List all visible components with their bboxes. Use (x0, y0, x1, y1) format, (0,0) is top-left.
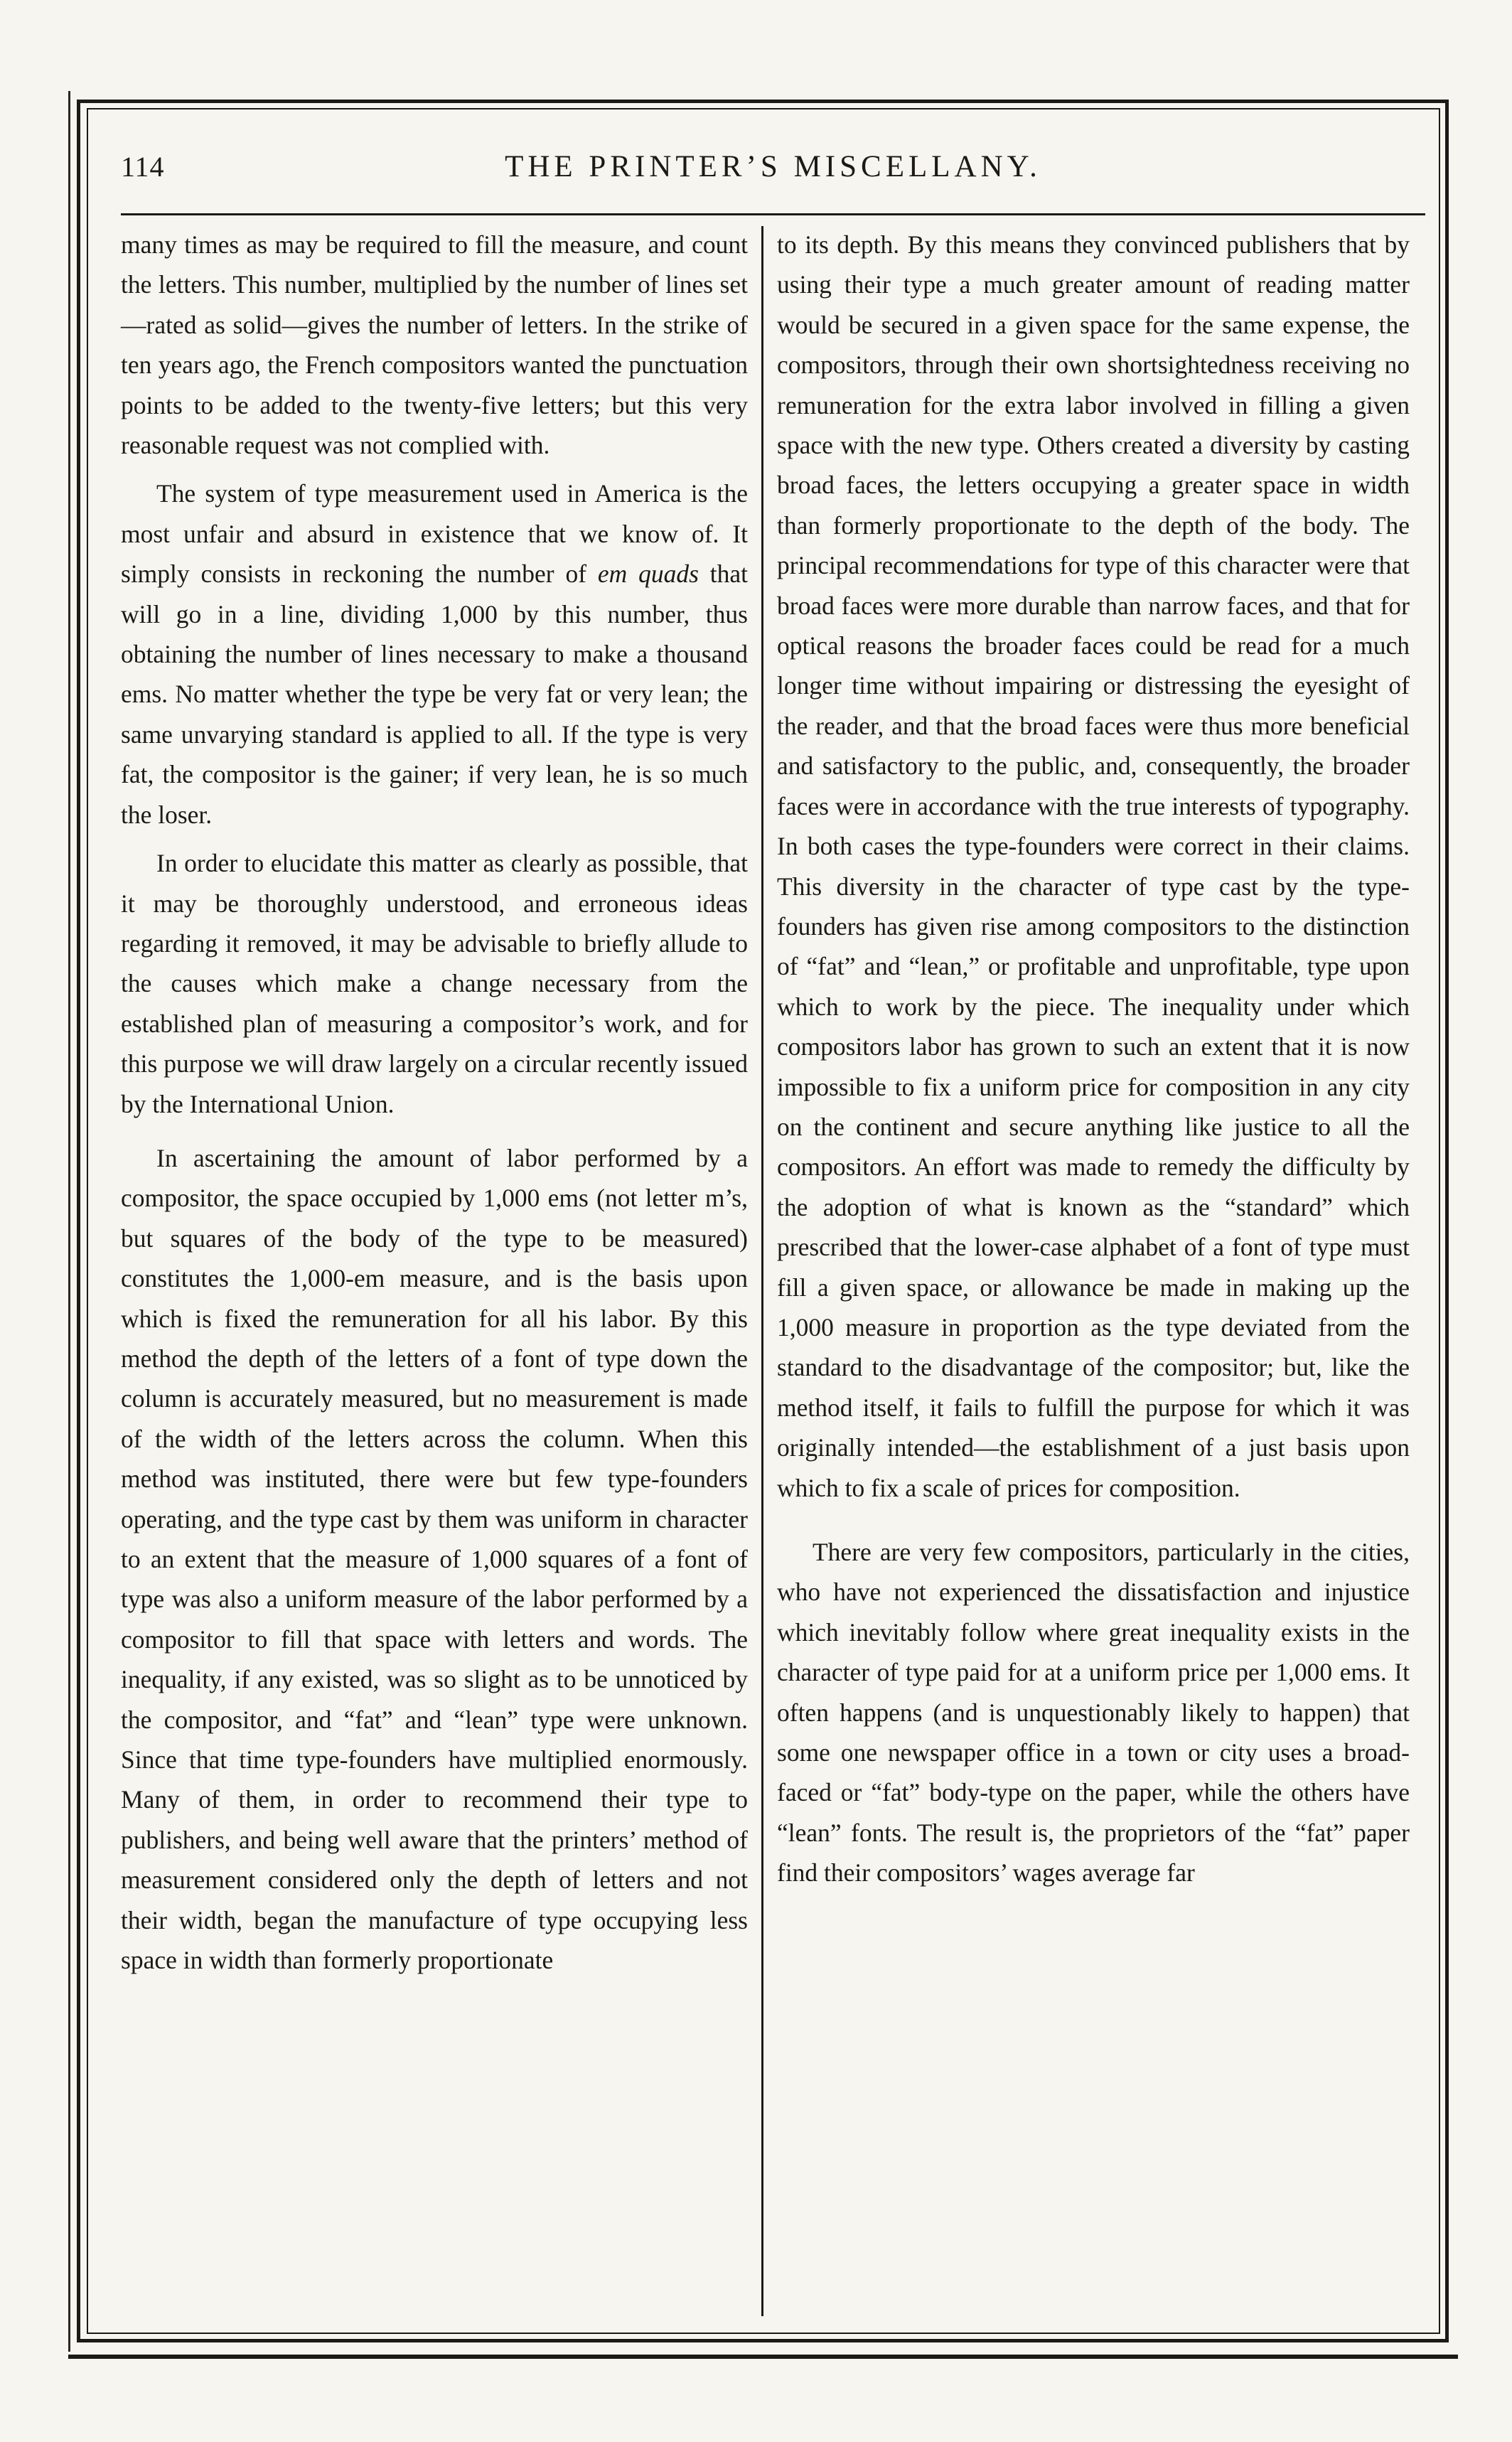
left-column (121, 225, 748, 1980)
paragraph-text: that will go in a line, dividing 1,000 by this number, thus obtaining the number of lines necessary to make a thousand ems. No matter whether the type be very fat or very lean; the same unvarying standard is applied to all. If the type is very fat, the compositor is the gainer; if very lean, he is so much the loser. (121, 559, 748, 829)
running-title: THE PRINTER’S MISCELLANY. (505, 150, 1041, 183)
paragraph: many times as may be required to fill the measure, and count the letters. This number, multiplied by the number of lines set—rated as solid—gives the number of letters. In the strike of ten years ago, the French compositors wanted the punctuation points to be added to the twenty-five letters; but this very reasonable request was not complied with. (121, 230, 748, 460)
header-rule (121, 213, 1425, 215)
right-column (777, 225, 1410, 1893)
page-number: 114 (121, 151, 165, 183)
paragraph: There are very few compositors, particularly in the cities, who have not experienced the dissatisfaction and injustice which inevitably follow where great inequality exists in the character of type paid for at a uniform price per 1,000 ems. It often happens (and is unquestionably likely to happen) that some one newspaper office in a town or city uses a broad-faced or “fat” body-type on the paper, while the others have “lean” fonts. The result is, the proprietors of the “fat” paper find their compositors’ wages average far (777, 1538, 1410, 1887)
column-divider (761, 226, 763, 2316)
page-header (121, 142, 1425, 192)
left-margin-rule (68, 91, 70, 2352)
paragraph: to its depth. By this means they convinced publishers that by using their type a much greater amount of reading matter would be secured in a given space for the same expense, the compositors, through their own shortsightedness receiving no remuneration for the extra labor involved in filling a given space with the new type. Others created a diversity by casting broad faces, the letters occupying a greater space in width than formerly proportionate to the depth of the body. The principal recommendations for type of this character were that broad faces were more durable than narrow faces, and that for optical reasons the broader faces could be read for a much longer time without impairing or distressing the eyesight of the reader, and that the broad faces were thus more beneficial and satisfactory to the public, and, consequently, the broader faces were in accordance with the true interests of typography. In both cases the type-founders were correct in their claims. This diversity in the character of type cast by the type-founders has given rise among compositors to the distinction of “fat” and “lean,” or profitable and unprofitable, type upon which to work by the piece. The inequality under which compositors labor has grown to such an extent that it is now impossible to fix a uniform price for composition in any city on the continent and secure anything like justice to all the compositors. An effort was made to remedy the difficulty by the adoption of what is known as the “standard” which prescribed that the lower-case alphabet of a font of type must fill a given space, or allowance be made in making up the 1,000 measure in proportion as the type deviated from the standard to the disadvantage of the compositor; but, like the method itself, it fails to fulfill the purpose for which it was originally intended—the establishment of a just basis upon which to fix a scale of prices for composition. (777, 230, 1410, 1502)
italic-phrase: em quads (597, 559, 699, 589)
paragraph (121, 473, 748, 835)
paragraph-text: The system of type measurement used in America is the most unfair and absurd in existence that we know of. It simply consists in reckoning the number of (121, 479, 748, 589)
bottom-border-rule (68, 2355, 1458, 2359)
paragraph: In ascertaining the amount of labor performed by a compositor, the space occupied by 1,000 ems (not letter m’s, but squares of the body of the type to be measured) constitutes the 1,000-em measure, and is the basis upon which is fixed the remuneration for all his labor. By this method the depth of the letters of a font of type down the column is accurately measured, but no measurement is made of the width of the letters across the column. When this method was instituted, there were but few type-founders operating, and the type cast by them was uniform in character to an extent that the measure of 1,000 squares of a font of type was also a uniform measure of the labor performed by a compositor to fill that space with letters and words. The inequality, if any existed, was so slight as to be unnoticed by the compositor, and “fat” and “lean” type were unknown. Since that time type-founders have multiplied enormously. Many of them, in order to recommend their type to publishers, and being well aware that the printers’ method of measurement considered only the depth of letters and not their width, began the manufacture of type occupying less space in width than formerly proportionate (121, 1143, 748, 1975)
paragraph: In order to elucidate this matter as clearly as possible, that it may be thoroughly understood, and erroneous ideas regarding it removed, it may be advisable to briefly allude to the causes which make a change necessary from the established plan of measuring a compositor’s work, and for this purpose we will draw largely on a circular recently issued by the International Union. (121, 849, 748, 1118)
